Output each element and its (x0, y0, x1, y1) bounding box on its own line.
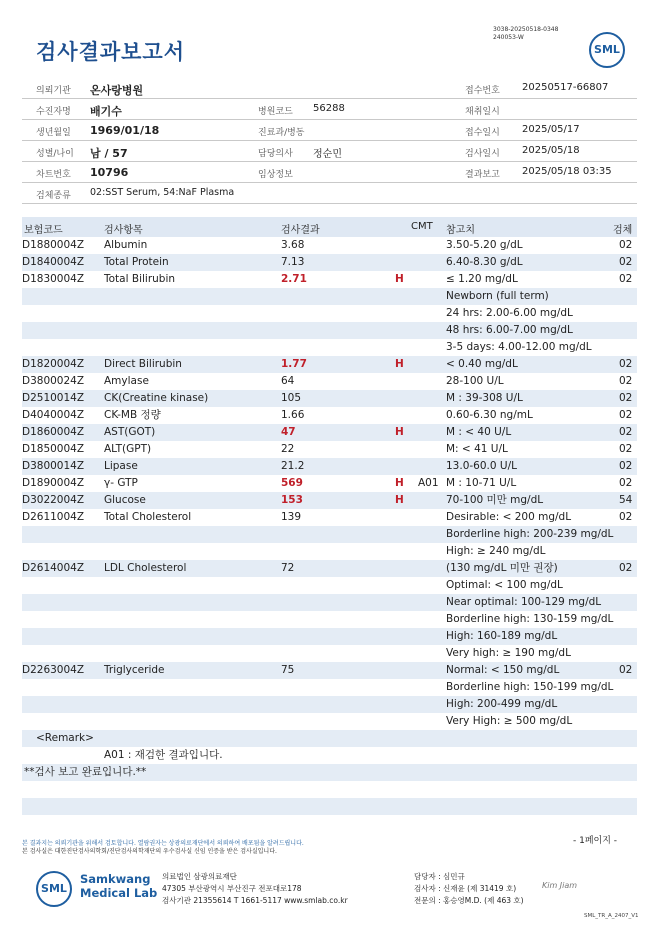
cell-result: 64 (281, 375, 295, 387)
cell-result: 2.71 (281, 273, 307, 285)
table-row (22, 611, 637, 628)
cell-name: γ- GTP (104, 477, 138, 489)
cell-code: D1880004Z (22, 239, 85, 251)
cell-spec: 02 (619, 239, 633, 251)
cell-code: D1830004Z (22, 273, 85, 285)
cell-result: 153 (281, 494, 303, 506)
results-table (22, 217, 637, 832)
table-row (22, 390, 637, 407)
cell-name: Amylase (104, 375, 149, 387)
cell-name: Triglyceride (104, 664, 165, 676)
cell-code: D3022004Z (22, 494, 85, 506)
cell-ref: (130 mg/dL 미만 권장) (446, 562, 558, 574)
cell-flag: H (395, 426, 404, 438)
cell-ref: M : 10-71 U/L (446, 477, 517, 489)
info-row-sex: 성별/나이 남 / 57 담당의사 정순민 검사일시 2025/05/18 (22, 141, 637, 162)
cell-name: CK(Creatine kinase) (104, 392, 209, 404)
chart-number: 10796 (90, 166, 129, 179)
cell-name: Glucose (104, 494, 146, 506)
table-row (22, 339, 637, 356)
table-body (22, 237, 637, 832)
cell-name: CK-MB 정량 (104, 409, 161, 421)
patient-name: 배기수 (90, 105, 122, 118)
cell-ref: Borderline high: 150-199 mg/dL (446, 681, 614, 693)
cell-name: Total Bilirubin (104, 273, 176, 285)
cell-ref: Optimal: < 100 mg/dL (446, 579, 563, 591)
cell-spec: 02 (619, 426, 633, 438)
cell-cmt: A01 (418, 477, 439, 489)
specimen-type: 02:SST Serum, 54:NaF Plasma (90, 187, 235, 198)
receipt-number: 20250517-66807 (522, 82, 609, 93)
cell-flag: H (395, 477, 404, 489)
doctor-name: 정순민 (313, 149, 342, 160)
cell-name: Total Protein (104, 256, 169, 268)
hospital-name: 온사랑병원 (90, 84, 144, 97)
table-row (22, 560, 637, 577)
remark-label: <Remark> (36, 732, 94, 744)
birth-date: 1969/01/18 (90, 124, 160, 137)
cell-ref: 0.60-6.30 ng/mL (446, 409, 533, 421)
cell-code: D1850004Z (22, 443, 85, 455)
cell-ref: 70-100 미만 mg/dL (446, 494, 544, 506)
cell-ref: Newborn (full term) (446, 290, 549, 302)
table-row (22, 696, 637, 713)
cell-name: ALT(GPT) (104, 443, 152, 455)
brand-name: Samkwang Medical Lab (80, 872, 158, 900)
cell-ref: 28-100 U/L (446, 375, 504, 387)
table-row (22, 254, 637, 271)
cell-ref: High: 200-499 mg/dL (446, 698, 558, 710)
cell-name: LDL Cholesterol (104, 562, 187, 574)
table-row (22, 543, 637, 560)
cell-result: 21.2 (281, 460, 305, 472)
institution-info: 의료법인 삼광의료재단 47305 부산광역시 부산진구 전포대로178 검사기관 21355614 T 1661-5117 www.smlab.co.kr (162, 872, 348, 905)
remark-row (22, 764, 637, 781)
table-row (22, 628, 637, 645)
cell-spec: 02 (619, 409, 633, 421)
cell-ref: M : < 40 U/L (446, 426, 512, 438)
cell-code: D2614004Z (22, 562, 85, 574)
sml-logo-bottom: SML (36, 871, 72, 907)
cell-result: 569 (281, 477, 303, 489)
cell-name: Lipase (104, 460, 138, 472)
remark-row (22, 798, 637, 815)
cell-ref: High: 160-189 mg/dL (446, 630, 558, 642)
table-row (22, 458, 637, 475)
cell-ref: ≤ 1.20 mg/dL (446, 273, 518, 285)
report-time: 2025/05/18 03:35 (522, 166, 612, 177)
cell-flag: H (395, 273, 404, 285)
cell-result: 47 (281, 426, 296, 438)
cell-result: 139 (281, 511, 302, 523)
info-row-specimen: 검체종류 02:SST Serum, 54:NaF Plasma (22, 183, 637, 204)
test-date: 2025/05/18 (522, 145, 580, 156)
cell-result: 105 (281, 392, 302, 404)
cell-ref: 6.40-8.30 g/dL (446, 256, 523, 268)
cell-ref: 3-5 days: 4.00-12.00 mg/dL (446, 341, 592, 353)
cell-spec: 02 (619, 273, 633, 285)
table-row (22, 424, 637, 441)
cell-ref: High: ≥ 240 mg/dL (446, 545, 546, 557)
cell-spec: 02 (619, 392, 633, 404)
cell-ref: Very high: ≥ 190 mg/dL (446, 647, 571, 659)
form-code: SML_TR_A_2407_V1 (584, 913, 639, 919)
sex-age: 남 / 57 (90, 147, 128, 160)
remark-row (22, 781, 637, 798)
cell-name: AST(GOT) (104, 426, 156, 438)
cell-code: D3800014Z (22, 460, 85, 472)
cell-name: Direct Bilirubin (104, 358, 182, 370)
cell-result: 3.68 (281, 239, 305, 251)
cell-code: D1840004Z (22, 256, 85, 268)
table-row (22, 322, 637, 339)
table-row (22, 492, 637, 509)
signature: Kim Jiam (542, 881, 578, 890)
cell-flag: H (395, 494, 404, 506)
staff-info: 담당자 : 심민규 검사자 : 신재윤 (제 31419 호) 전문의 : 홍승영M.D. (제 463 호) (414, 872, 524, 905)
patient-info (22, 78, 637, 204)
completion-message: **검사 보고 완료입니다.** (24, 766, 147, 778)
table-row (22, 577, 637, 594)
info-row-hospital: 의뢰기관 온사랑병원 접수번호 20250517-66807 (22, 78, 637, 99)
cell-code: D4040004Z (22, 409, 85, 421)
remark-row (22, 747, 637, 764)
cell-spec: 02 (619, 477, 633, 489)
cell-ref: 48 hrs: 6.00-7.00 mg/dL (446, 324, 573, 336)
cell-flag: H (395, 358, 404, 370)
cell-code: D1860004Z (22, 426, 85, 438)
table-row (22, 679, 637, 696)
cell-ref: Normal: < 150 mg/dL (446, 664, 560, 676)
sml-logo: SML (589, 32, 625, 68)
table-row (22, 509, 637, 526)
table-row (22, 305, 637, 322)
cell-ref: Borderline high: 130-159 mg/dL (446, 613, 614, 625)
table-row (22, 237, 637, 254)
cell-result: 72 (281, 562, 295, 574)
page-title: 검사결과보고서 (36, 40, 186, 64)
cell-code: D1820004Z (22, 358, 85, 370)
cell-ref: M : 39-308 U/L (446, 392, 523, 404)
table-row (22, 526, 637, 543)
cell-spec: 02 (619, 664, 633, 676)
footnote: 본 결과지는 의뢰기관을 위해서 검토합니다. 열람권자는 상광의료재단에서 의뢰하여 배포됨을 알려드립니다. 본 검사실은 대한진단검사의학회/진단검사의학재단의 우수검사실 신임 인증을 받은 검사실입니다. (22, 840, 304, 855)
cell-ref: 3.50-5.20 g/dL (446, 239, 523, 251)
cell-result: 22 (281, 443, 295, 455)
cell-ref: Desirable: < 200 mg/dL (446, 511, 572, 523)
table-row (22, 271, 637, 288)
cell-spec: 02 (619, 256, 633, 268)
table-header: 보험코드 검사항목 검사결과 CMT 참고치 검체 (22, 217, 637, 237)
cell-spec: 02 (619, 443, 633, 455)
cell-result: 1.77 (281, 358, 307, 370)
table-row (22, 356, 637, 373)
cell-spec: 02 (619, 460, 633, 472)
remark-row (22, 815, 637, 832)
cell-name: Total Cholesterol (104, 511, 192, 523)
cell-result: 1.66 (281, 409, 305, 421)
cell-ref: 13.0-60.0 U/L (446, 460, 517, 472)
hospital-code: 56288 (313, 103, 345, 114)
cell-code: D1890004Z (22, 477, 85, 489)
table-row (22, 407, 637, 424)
info-row-dob: 생년월일 1969/01/18 진료과/병동 접수일시 2025/05/17 (22, 120, 637, 141)
table-row (22, 475, 637, 492)
cell-ref: < 0.40 mg/dL (446, 358, 518, 370)
cell-result: 7.13 (281, 256, 305, 268)
cell-ref: Near optimal: 100-129 mg/dL (446, 596, 602, 608)
document-id: 3038-20250518-0348 240053-W (493, 26, 559, 41)
table-row (22, 594, 637, 611)
table-row (22, 713, 637, 730)
cell-spec: 02 (619, 511, 633, 523)
cell-code: D2510014Z (22, 392, 85, 404)
cell-ref: M: < 41 U/L (446, 443, 508, 455)
cell-spec: 54 (619, 494, 633, 506)
cell-spec: 02 (619, 375, 633, 387)
cell-ref: Very High: ≥ 500 mg/dL (446, 715, 573, 727)
table-row (22, 288, 637, 305)
receipt-date: 2025/05/17 (522, 124, 580, 135)
page-number: - 1페이지 - (573, 836, 618, 846)
remark-row (22, 730, 637, 747)
info-row-chart: 차트번호 10796 임상정보 결과보고 2025/05/18 03:35 (22, 162, 637, 183)
cell-code: D2263004Z (22, 664, 85, 676)
cell-spec: 02 (619, 562, 633, 574)
remark-text: A01 : 재검한 결과입니다. (104, 749, 223, 761)
cell-ref: Borderline high: 200-239 mg/dL (446, 528, 614, 540)
table-row (22, 373, 637, 390)
table-row (22, 645, 637, 662)
cell-name: Albumin (104, 239, 148, 251)
table-row (22, 441, 637, 458)
info-row-patient: 수진자명 배기수 병원코드 56288 채취일시 (22, 99, 637, 120)
cell-spec: 02 (619, 358, 633, 370)
cell-code: D2611004Z (22, 511, 85, 523)
table-row (22, 662, 637, 679)
cell-result: 75 (281, 664, 295, 676)
cell-ref: 24 hrs: 2.00-6.00 mg/dL (446, 307, 573, 319)
cell-code: D3800024Z (22, 375, 85, 387)
